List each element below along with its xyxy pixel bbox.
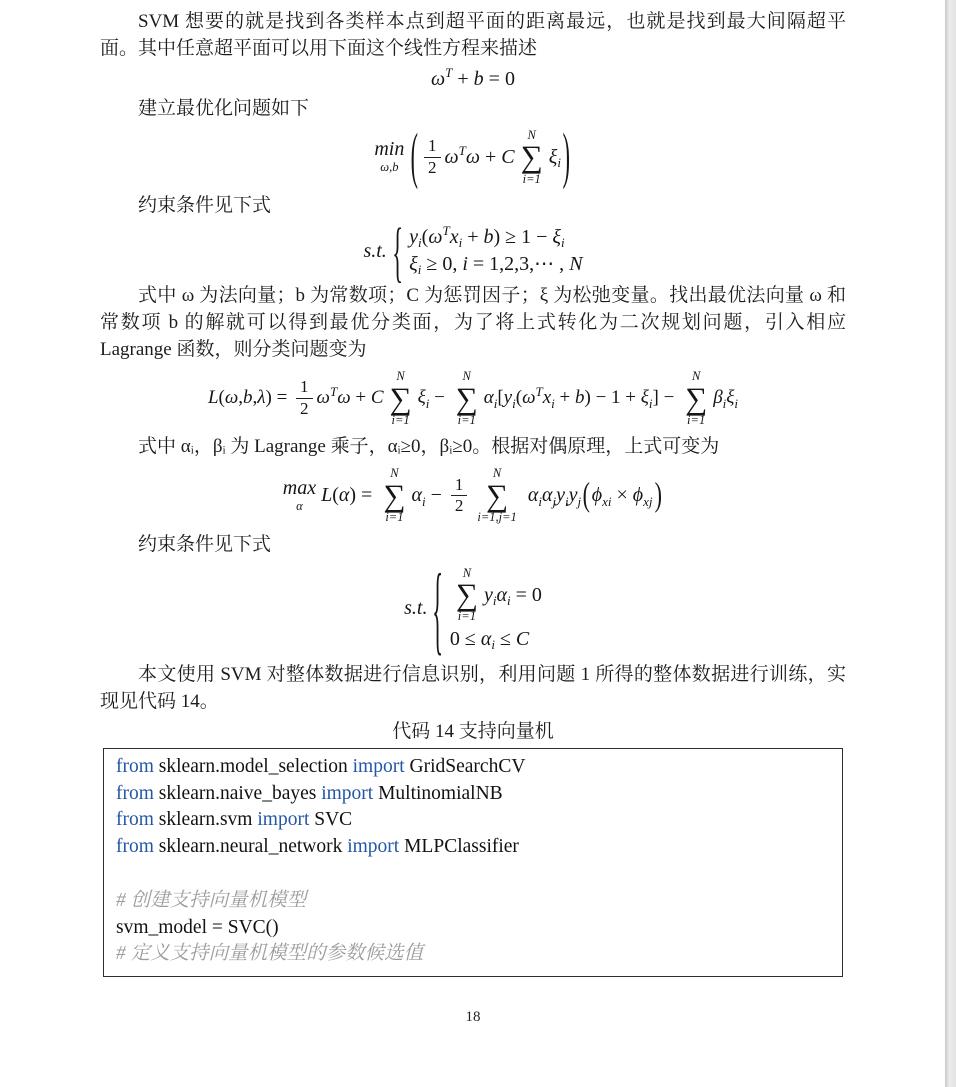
- formula-frac: $\frac{1}{2}$: [451, 475, 468, 517]
- formula-sum: N ∑ i=1: [520, 128, 543, 186]
- code-comment: # 定义支持向量机模型的参数候选值: [116, 943, 424, 965]
- code-text: sklearn.naive_bayes: [158, 782, 322, 804]
- formula-it: ξ: [409, 253, 418, 276]
- formula-txt: +: [462, 226, 484, 249]
- equation-lagrange: [100, 369, 846, 427]
- code-text: svm_model = SVC(): [116, 916, 279, 938]
- paragraph-setup-optimization: 建立最优化问题如下: [138, 98, 310, 119]
- code-keyword: import: [347, 836, 405, 858]
- formula-it: α: [338, 484, 350, 507]
- paragraph-svm-intro: SVM 想要的就是找到各类样本点到超平面的距离最远，也就是找到最大间隔超平面。其中任意超平面可以用下面这个线性方程来描述: [100, 11, 846, 59]
- formula-it: x: [449, 226, 459, 249]
- formula-sub: i: [557, 155, 561, 171]
- formula-it: ξ: [552, 226, 561, 249]
- cases-brace: {: [392, 212, 403, 289]
- formula-sub: i: [506, 592, 511, 608]
- formula-txt: −: [429, 386, 450, 408]
- formula-sum: N ∑ i=1: [389, 369, 412, 427]
- code-text: MultinomialNB: [378, 782, 503, 804]
- formula-frac: $\frac{1}{2}$: [424, 136, 441, 178]
- formula-frac: $\frac{1}{2}$: [296, 377, 313, 419]
- formula-sub: i: [648, 396, 653, 412]
- formula-it: ω: [522, 386, 536, 408]
- page-edge-shadow: [945, 0, 956, 1087]
- formula-it: ω: [428, 226, 443, 249]
- formula-it: ξ: [417, 386, 426, 408]
- formula-sup: T: [442, 223, 450, 239]
- formula-txt: −: [425, 484, 447, 507]
- formula-txt: ) =: [265, 386, 293, 408]
- formula-txt: = 1,2,3,⋯ ,: [467, 253, 570, 276]
- formula-it: α: [541, 484, 553, 507]
- formula-cases: [390, 212, 583, 289]
- formula-it: ξ: [640, 386, 649, 408]
- formula-it: β: [713, 386, 723, 408]
- formula-under: min ω,b: [374, 138, 405, 175]
- code-keyword: from: [116, 782, 159, 804]
- code-line: [116, 781, 830, 808]
- formula-it: x: [542, 386, 552, 408]
- cases-row: [450, 566, 542, 624]
- formula-txt: (: [218, 386, 225, 408]
- formula-sub: i: [425, 396, 430, 412]
- formula-it: b: [473, 68, 484, 90]
- equation-constraint-2: [100, 552, 846, 664]
- code-comment: # 创建支持向量机模型: [116, 889, 307, 911]
- code-text: MLPClassifier: [404, 836, 519, 858]
- formula-sum: N ∑ i=1: [455, 369, 478, 427]
- code-keyword: import: [257, 809, 315, 831]
- formula-txt: ≤: [494, 627, 516, 650]
- formula-it: b: [243, 386, 253, 408]
- code-line: [116, 861, 830, 888]
- page-number: 18: [465, 1009, 481, 1026]
- formula-sub: xi: [602, 493, 612, 509]
- code-block: [103, 748, 843, 977]
- paragraph-svm-usage: 本文使用 SVM 对整体数据进行信息识别，利用问题 1 所得的整体数据进行训练，实现见代码 14。: [100, 663, 846, 712]
- cases-row: [450, 627, 529, 651]
- formula-it: α: [483, 386, 494, 408]
- formula-txt: = 0: [483, 68, 515, 90]
- formula-it: ϕ: [632, 484, 644, 507]
- formula-txt: 0 ≤: [449, 627, 481, 650]
- formula-sup: T: [445, 65, 453, 81]
- code-text: GridSearchCV: [409, 755, 526, 777]
- formula-it: ω: [337, 386, 351, 408]
- formula-sup: T: [458, 143, 466, 159]
- code-text: sklearn.svm: [158, 809, 258, 831]
- formula-it: N: [569, 253, 583, 276]
- formula-txt: +: [350, 386, 371, 408]
- formula-it: s.t.: [404, 597, 428, 620]
- code-text: SVC: [314, 809, 353, 831]
- formula-txt: = 0: [510, 583, 542, 606]
- formula-it: y: [568, 484, 578, 507]
- paragraph-variable-definitions: 式中 ω 为法向量；b 为常数项；C 为惩罚因子；ξ 为松弛变量。找出最优法向量 ω 和常数项 b 的解就可以得到最优分类面，为了将上式转化为二次规划问题，引入相应 Lagrange 函数，则分类问题变为: [100, 285, 846, 361]
- formula-paren: (: [582, 475, 591, 514]
- formula-txt: +: [452, 68, 474, 90]
- formula-sub: i: [722, 396, 727, 412]
- formula-it: ξ: [726, 386, 735, 408]
- code-keyword: from: [116, 809, 159, 831]
- formula-paren: (: [411, 121, 419, 191]
- code-line: [116, 915, 830, 942]
- equation-dual: [100, 466, 846, 524]
- formula-it: C: [370, 386, 384, 408]
- formula-sum: N ∑ i=1: [455, 565, 478, 624]
- formula-it: y: [556, 484, 565, 507]
- formula-it: ω: [444, 146, 459, 169]
- formula-it: ω: [316, 386, 330, 408]
- formula-sub: i: [493, 396, 498, 412]
- formula-txt: +: [480, 146, 502, 169]
- formula-txt: (: [421, 226, 429, 249]
- formula-it: α: [527, 484, 539, 507]
- formula-txt: ≥ 0,: [421, 253, 463, 276]
- formula-sup: T: [535, 384, 543, 400]
- formula-sub: i: [538, 493, 542, 509]
- code-keyword: from: [116, 836, 159, 858]
- formula-paren: ): [654, 475, 662, 514]
- formula-sub: i: [564, 493, 569, 509]
- formula-txt: ,: [252, 386, 258, 408]
- equation-min-problem: [100, 121, 846, 191]
- formula-it: L: [207, 386, 219, 408]
- formula-it: L: [321, 484, 333, 507]
- paragraph-constraint-intro-1: 约束条件见下式: [138, 195, 272, 217]
- equation-hyperplane: [100, 65, 846, 93]
- formula-txt: [: [497, 386, 504, 408]
- formula-it: C: [515, 627, 530, 650]
- formula-sub: i: [458, 235, 463, 251]
- formula-it: ϕ: [591, 484, 603, 507]
- cases-row: [409, 252, 582, 276]
- code-keyword: from: [116, 755, 159, 777]
- formula-sum: N ∑ i=1: [685, 369, 708, 427]
- formula-it: λ: [257, 386, 266, 408]
- formula-sub: j: [577, 493, 582, 509]
- code-line: [116, 754, 830, 781]
- equation-constraint-1: [100, 212, 846, 289]
- formula-txt: (: [515, 386, 523, 408]
- cases-brace: {: [432, 552, 444, 664]
- paragraph-multipliers: 式中 αᵢ，βᵢ 为 Lagrange 乘子，αᵢ≥0，βᵢ≥0。根据对偶原理，上式可变为: [138, 436, 720, 458]
- formula-txt: ) − 1 +: [584, 386, 641, 408]
- formula-sub: i: [418, 235, 422, 251]
- code-line: [116, 888, 830, 915]
- formula-txt: ) =: [349, 484, 378, 507]
- code-text: sklearn.neural_network: [158, 836, 348, 858]
- formula-under: max α: [282, 476, 317, 513]
- paragraph-constraint-intro-2: 约束条件见下式: [138, 533, 272, 555]
- code-keyword: import: [321, 782, 379, 804]
- formula-it: α: [496, 583, 507, 606]
- formula-it: y: [483, 583, 493, 606]
- formula-txt: +: [554, 386, 575, 408]
- formula-it: α: [480, 627, 492, 650]
- formula-it: b: [575, 386, 585, 408]
- code-line: [116, 941, 830, 968]
- formula-txt: ×: [611, 484, 633, 507]
- formula-sub: i: [512, 396, 516, 412]
- formula-it: y: [503, 386, 513, 408]
- formula-sub: i: [421, 493, 426, 509]
- formula-it: ω: [224, 386, 239, 408]
- formula-it: C: [501, 146, 515, 169]
- formula-sub: i: [551, 396, 555, 412]
- code-line: [116, 807, 830, 834]
- code-keyword: import: [352, 755, 410, 777]
- formula-sub: xj: [643, 493, 653, 509]
- formula-txt: (: [332, 484, 339, 507]
- formula-sup: T: [329, 384, 338, 400]
- code-line: [116, 834, 830, 861]
- code-text: sklearn.model_selection: [158, 755, 353, 777]
- cases-row: [409, 225, 564, 249]
- code-caption: 代码 14 支持向量机: [392, 720, 554, 742]
- formula-it: ω: [431, 68, 446, 90]
- formula-it: y: [409, 226, 419, 249]
- formula-txt: ,: [238, 386, 244, 408]
- formula-it: s.t.: [363, 239, 387, 262]
- formula-it: ω: [465, 146, 481, 169]
- formula-txt: ) ≥ 1 −: [493, 226, 553, 249]
- formula-it: ξ: [548, 146, 558, 169]
- formula-sum: N ∑ i=1,j=1: [477, 466, 517, 525]
- formula-it: i: [462, 253, 468, 276]
- formula-sub: i: [491, 636, 495, 652]
- formula-sub: i: [734, 396, 739, 412]
- formula-paren: ): [562, 121, 570, 191]
- formula-it: α: [411, 484, 422, 507]
- formula-sub: j: [552, 493, 557, 509]
- formula-cases: [430, 552, 542, 664]
- formula-sub: i: [492, 592, 497, 608]
- formula-sub: i: [561, 235, 565, 251]
- formula-it: b: [483, 226, 494, 249]
- formula-sum: N ∑ i=1: [383, 466, 406, 525]
- formula-txt: ] −: [652, 386, 680, 408]
- formula-sub: i: [417, 262, 422, 278]
